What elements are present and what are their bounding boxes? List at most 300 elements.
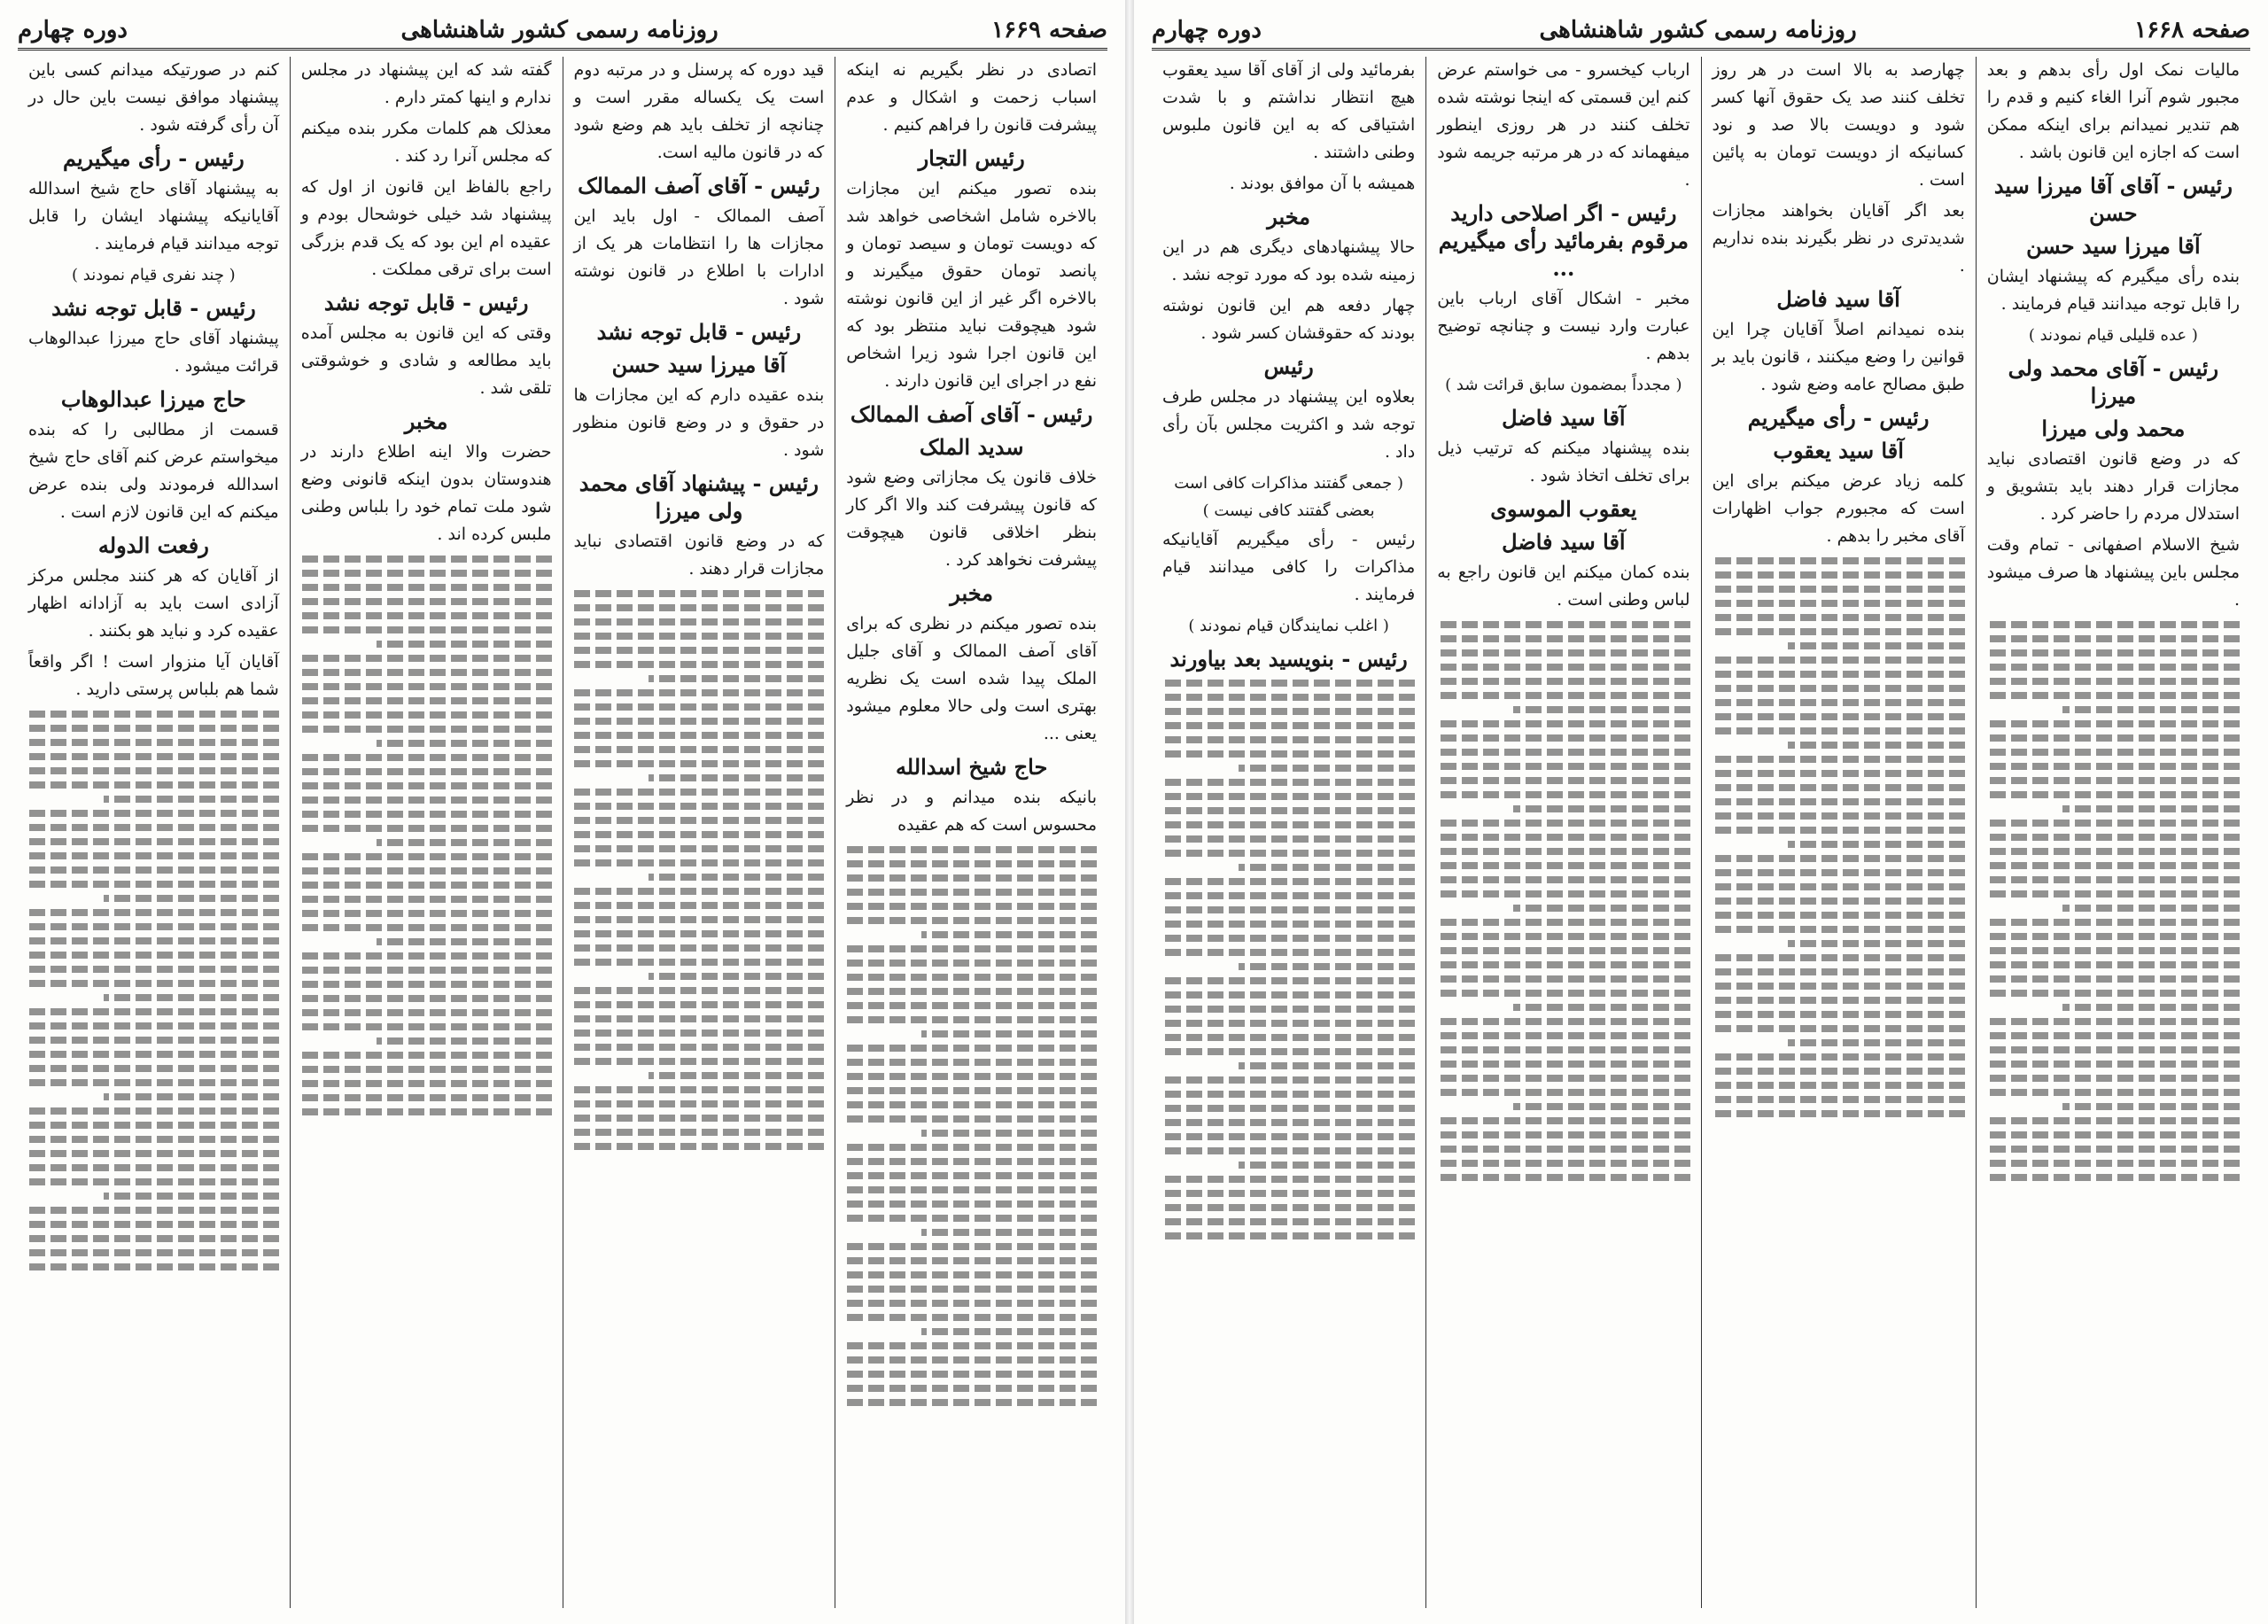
text-line <box>1713 1068 1965 1075</box>
text-line <box>921 931 1097 938</box>
right-page-columns <box>1152 57 2250 1608</box>
text-line <box>1162 821 1415 828</box>
text-lines-texture <box>1162 680 1415 1239</box>
paragraph: قید دوره که پرسنل و در مرتبه دوم است یک یکساله مقرر است و چنانچه از تخلف باید هم وضع شود که در قانون مالیه است. <box>573 60 825 162</box>
speaker-heading: مخبر <box>404 408 448 434</box>
text-line <box>1987 876 2240 883</box>
text-line <box>574 633 825 640</box>
text-line <box>301 924 552 931</box>
text-line <box>1437 749 1689 756</box>
text-line <box>1162 1204 1415 1211</box>
text-line <box>1437 848 1689 855</box>
text-line <box>1713 628 1965 635</box>
text-line <box>301 825 552 832</box>
text-column <box>1701 57 1976 1608</box>
text-line <box>301 1052 552 1059</box>
paragraph: پیشنهاد آقای حاج میرزا عبدالوهاب قرائت میشود . <box>28 329 279 376</box>
text-column <box>1152 57 1425 1608</box>
text-line <box>649 1072 824 1079</box>
text-line <box>301 967 552 974</box>
paragraph: بنده رأی میگیرم که پیشنهاد ایشان را قابل توجه میدانند قیام فرمایند . <box>1986 267 2240 314</box>
text-line <box>1437 834 1689 841</box>
text-line <box>1162 1232 1415 1239</box>
text-line <box>1788 940 1965 947</box>
text-line <box>574 831 825 838</box>
text-line <box>1713 756 1965 763</box>
text-line <box>846 1115 1097 1123</box>
text-line <box>28 1122 279 1129</box>
text-line <box>1987 1046 2240 1053</box>
text-line <box>301 1094 552 1101</box>
text-line <box>1162 949 1415 956</box>
paragraph: خلاف قانون یک مجازاتی وضع شود که قانون پیشرفت کند والا اگر کار بنظر اخلاقی قانون هیچوقت پیشرفت نخواهد کرد . <box>846 468 1097 570</box>
text-line <box>377 839 552 846</box>
text-line <box>1713 897 1965 905</box>
paragraph: گفته شد که این پیشنهاد در مجلس ندارم و اینها کمتر دارم . <box>300 60 552 107</box>
speaker-heading: رئیس - آقای آقا میرزا سید حسن <box>1993 173 2233 226</box>
text-line <box>1987 791 2240 798</box>
speaker-heading: رئیس - بنویسید بعد بیاورند <box>1169 646 1408 672</box>
text-line <box>846 846 1097 853</box>
text-line <box>301 711 552 719</box>
page-number: صفحه ۱۶۶۸ <box>2134 17 2250 43</box>
paragraph: معذلک هم کلمات مکرر بنده میکنم که مجلس آنرا رد کند . <box>300 119 552 166</box>
text-line <box>301 796 552 804</box>
text-line <box>1713 770 1965 777</box>
text-line <box>1987 749 2240 756</box>
text-line <box>574 760 825 767</box>
text-line <box>1437 961 1689 968</box>
text-line <box>28 1207 279 1214</box>
text-line <box>104 796 279 803</box>
text-line <box>301 882 552 889</box>
text-line <box>1162 1048 1415 1055</box>
text-line <box>28 767 279 774</box>
text-line <box>1788 742 1965 749</box>
paragraph: کلمه زیاد عرض میکنم برای این است که مجبورم جواب اظهارات آقای مخبر را بدهم . <box>1712 471 1965 546</box>
text-line <box>1987 1146 2240 1153</box>
text-line <box>846 1201 1097 1208</box>
paragraph: رئیس - رأی میگیریم آقایانیکه مذاکرات را کافی میدانند قیام فرمایند . <box>1162 530 1416 604</box>
text-line <box>846 1073 1097 1080</box>
text-line <box>1987 919 2240 926</box>
paragraph: از آقایان که هر کنند مجلس مرکز آزادی است باید به آزادانه اظهار عقیده کرد و نباید هو بکنند . <box>28 566 279 641</box>
text-line <box>301 995 552 1002</box>
text-line <box>574 1058 825 1065</box>
text-line <box>104 1193 279 1200</box>
text-line <box>846 960 1097 967</box>
newspaper-title: روزنامه رسمی کشور شاهنشاهی <box>400 17 718 43</box>
text-line <box>1713 827 1965 834</box>
right-page <box>1134 0 2268 1624</box>
text-line <box>846 1385 1097 1392</box>
text-line <box>301 853 552 860</box>
text-line <box>301 867 552 874</box>
text-line <box>1437 876 1689 883</box>
text-line <box>846 988 1097 995</box>
text-line <box>2062 1004 2240 1011</box>
paragraph: به پیشنهاد آقای حاج شیخ اسدالله آقایانیکه پیشنهاد ایشان را قابل توجه میدانند قیام فرمایند . <box>28 179 279 253</box>
text-line <box>574 1143 825 1150</box>
text-line <box>28 739 279 746</box>
text-line <box>1437 975 1689 983</box>
text-line <box>377 641 552 648</box>
volume-label: دوره چهارم <box>1152 17 1262 43</box>
text-line <box>921 1130 1097 1137</box>
text-line <box>1162 991 1415 998</box>
text-line <box>1162 1176 1415 1183</box>
text-line <box>1713 1053 1965 1061</box>
text-line <box>1713 954 1965 961</box>
text-line <box>1437 664 1689 671</box>
text-line <box>1987 777 2240 784</box>
text-line <box>846 1314 1097 1321</box>
text-line <box>574 1100 825 1107</box>
paragraph: حضرت والا اینه اطلاع دارند در هندوستان بدون اینکه قانونی وضع شود ملت تمام خود را بلباس وطنی ملبس کرده اند . <box>300 442 552 544</box>
speaker-heading: رئیس - پیشنهاد آقای محمد ولی میرزا <box>579 470 819 524</box>
text-lines-texture <box>846 846 1097 1406</box>
paragraph: بنده عقیده دارم که این مجازات ها در حقوق و در وضع قانون منظور شود . <box>573 385 825 460</box>
text-line <box>1437 1032 1689 1039</box>
text-line <box>574 689 825 696</box>
text-line <box>1713 1025 1965 1032</box>
text-line <box>301 626 552 633</box>
text-line <box>1987 1131 2240 1138</box>
speaker-heading: حاج شیخ اسدالله <box>895 754 1048 780</box>
text-line <box>1987 720 2240 727</box>
text-line <box>574 1115 825 1122</box>
volume-label: دوره چهارم <box>18 17 128 43</box>
text-line <box>1437 678 1689 685</box>
paragraph: بنده کمان میکنم این قانون راجع به لباس وطنی است . <box>1437 563 1690 610</box>
text-line <box>301 598 552 605</box>
text-line <box>846 1101 1097 1108</box>
text-line <box>28 966 279 973</box>
text-line <box>1437 1018 1689 1025</box>
text-line <box>377 740 552 747</box>
text-line <box>1437 1117 1689 1124</box>
text-line <box>1162 736 1415 743</box>
text-line <box>1713 1096 1965 1103</box>
text-line <box>1437 919 1689 926</box>
text-line <box>301 669 552 676</box>
speaker-heading: آقا میرزا سید حسن <box>2026 233 2201 259</box>
text-line <box>301 910 552 917</box>
text-column <box>835 57 1107 1608</box>
text-line <box>301 584 552 591</box>
text-line <box>649 774 824 781</box>
text-line <box>1162 906 1415 913</box>
text-line <box>846 945 1097 952</box>
text-line <box>1713 812 1965 820</box>
text-line <box>1987 763 2240 770</box>
speaker-heading: رئیس <box>1263 354 1314 379</box>
text-line <box>28 1079 279 1086</box>
speaker-heading: رئیس - آقای آصف الممالک <box>850 401 1093 427</box>
text-line <box>1713 983 1965 990</box>
text-line <box>104 994 279 1001</box>
text-line <box>1713 713 1965 720</box>
text-line <box>574 1044 825 1051</box>
text-line <box>1162 1190 1415 1197</box>
text-lines-texture <box>1987 621 2240 1181</box>
procedural-note: ( اغلب نمایندگان قیام نمودند ) <box>1188 617 1389 635</box>
page-gutter <box>1125 0 1134 1624</box>
text-line <box>301 1023 552 1030</box>
text-line <box>301 612 552 619</box>
text-line <box>1162 878 1415 885</box>
paragraph: بنده پیشنهاد میکنم که ترتیب ذیل برای تخلف اتخاذ شود . <box>1437 439 1690 486</box>
text-line <box>846 1215 1097 1222</box>
text-line <box>1162 835 1415 843</box>
text-line <box>28 952 279 959</box>
paragraph: مخبر - اشکال آقای ارباب باین عبارت وارد نیست و چنانچه توضیح بدهم . <box>1437 289 1690 363</box>
text-line <box>1437 820 1689 827</box>
text-line <box>846 903 1097 910</box>
procedural-note: ( چند نفری قیام نمودند ) <box>72 266 236 284</box>
text-line <box>846 1016 1097 1023</box>
text-line <box>1987 1174 2240 1181</box>
speaker-heading: سدید الملک <box>919 434 1024 460</box>
text-line <box>574 789 825 796</box>
text-lines-texture <box>1437 621 1689 1181</box>
speaker-heading: آقا سید فاضل <box>1502 405 1626 431</box>
text-line <box>574 959 825 966</box>
speaker-heading: رئیس - آقای محمد ولی میرزا <box>2008 355 2219 408</box>
text-line <box>28 1164 279 1171</box>
text-line <box>1987 933 2240 940</box>
speaker-heading: حاج میرزا عبدالوهاب <box>60 386 246 412</box>
text-line <box>1513 1004 1690 1011</box>
speaker-heading: رئیس - قابل توجه نشد <box>323 290 529 315</box>
text-line <box>574 902 825 909</box>
text-line <box>2062 1103 2240 1110</box>
text-line <box>1713 883 1965 890</box>
procedural-note: ( جمعی گفتند مذاکرات کافی است بعضی گفتند کافی نیست ) <box>1174 474 1404 520</box>
right-page-header <box>1152 12 2250 51</box>
text-line <box>846 1172 1097 1179</box>
text-line <box>846 1059 1097 1066</box>
paragraph: ارباب کیخسرو - می خواستم عرض کنم این قسمتی که اینجا نوشته شده تخلف کنند در هر روزی اینطور میفهماند که در هر مرتبه جریمه شود . <box>1437 60 1690 190</box>
text-line <box>1987 734 2240 742</box>
text-line <box>1437 763 1689 770</box>
text-line <box>301 1066 552 1073</box>
text-line <box>1513 706 1690 713</box>
text-line <box>301 782 552 789</box>
text-line <box>574 930 825 937</box>
text-line <box>28 1022 279 1030</box>
text-line <box>1987 961 2240 968</box>
text-line <box>28 937 279 944</box>
speaker-heading: رئیس - قابل توجه نشد <box>596 319 802 345</box>
text-line <box>1437 1160 1689 1167</box>
text-line <box>1987 1160 2240 1167</box>
text-line <box>1788 642 1965 649</box>
speaker-heading: مخبر <box>1267 204 1311 229</box>
text-line <box>1162 1133 1415 1140</box>
text-line <box>1713 571 1965 579</box>
text-line <box>921 1328 1097 1335</box>
procedural-note: ( عده قلیلی قیام نمودند ) <box>2028 326 2198 345</box>
speaker-heading: آقا سید فاضل <box>1776 286 1900 312</box>
text-line <box>1437 890 1689 897</box>
text-line <box>1437 791 1689 798</box>
text-line <box>28 824 279 831</box>
text-line <box>301 1108 552 1115</box>
text-line <box>846 1286 1097 1293</box>
text-line <box>1437 777 1689 784</box>
text-line <box>1713 727 1965 734</box>
speaker-heading: یعقوب الموسوی <box>1490 496 1637 522</box>
page-number: صفحه ۱۶۶۹ <box>991 17 1107 43</box>
text-line <box>1987 975 2240 983</box>
text-line <box>1437 990 1689 997</box>
text-line <box>1987 1018 2240 1025</box>
paragraph: آصف الممالک - اول باید این مجازات ها را انتظامات هر یک از ادارات با اطلاع در قانون نوشته شود . <box>573 206 825 308</box>
text-line <box>2062 706 2240 713</box>
paragraph: بنده تصور میکنم در نظری که برای آقای آصف الممالک و آقای جلیل الملک پیدا شده است یک نظریه بهتری است ولی حالا معلوم میشود یعنی ... <box>846 614 1097 743</box>
text-line <box>1713 1110 1965 1117</box>
text-line <box>1162 1105 1415 1112</box>
speaker-heading: آقا سید فاضل <box>1502 529 1626 555</box>
text-line <box>574 944 825 952</box>
text-line <box>574 1086 825 1093</box>
text-line <box>1162 850 1415 857</box>
text-line <box>1713 600 1965 607</box>
text-line <box>1162 935 1415 942</box>
text-line <box>921 1030 1097 1037</box>
text-line <box>1713 855 1965 862</box>
text-line <box>921 1229 1097 1236</box>
text-line <box>574 732 825 739</box>
text-line <box>574 1015 825 1022</box>
text-line <box>574 1129 825 1136</box>
text-line <box>1162 1119 1415 1126</box>
text-line <box>301 896 552 903</box>
left-page-columns <box>18 57 1107 1608</box>
text-line <box>574 647 825 654</box>
paragraph: بانیکه بنده میدانم و در نظر محسوس است که هم عقیده <box>846 788 1097 835</box>
text-line <box>28 1136 279 1143</box>
text-line <box>1239 963 1416 970</box>
text-line <box>846 1158 1097 1165</box>
paragraph: مالیات نمک اول رأی بدهم و بعد مجبور شوم آنرا الغاء کنیم و قدم را هم تندیر نمیدانم برای اینکه ممکن است که اجازه این قانون باشد . <box>1986 60 2240 162</box>
text-line <box>574 661 825 668</box>
text-line <box>846 860 1097 867</box>
speaker-heading: محمد ولی میرزا <box>2041 416 2186 441</box>
text-line <box>1713 869 1965 876</box>
paragraph: بعد اگر آقایان بخواهند مجازات شدیدتری در نظر بگیرند بنده نداریم . <box>1712 201 1965 276</box>
speaker-heading: آقا میرزا سید حسن <box>611 352 787 377</box>
speaker-heading: رئیس - قابل توجه نشد <box>51 295 256 321</box>
text-line <box>1162 694 1415 701</box>
text-line <box>574 845 825 852</box>
text-line <box>1713 614 1965 621</box>
text-line <box>649 874 824 881</box>
text-line <box>846 1356 1097 1364</box>
text-line <box>574 859 825 866</box>
text-line <box>1987 1032 2240 1039</box>
text-line <box>649 973 824 980</box>
text-line <box>574 916 825 923</box>
text-line <box>28 781 279 789</box>
text-line <box>846 1243 1097 1250</box>
text-line <box>301 697 552 704</box>
text-line <box>28 980 279 987</box>
speaker-heading: رئیس - آقای آصف الممالک <box>578 173 820 198</box>
text-line <box>301 1009 552 1016</box>
text-line <box>574 718 825 725</box>
text-line <box>1437 621 1689 628</box>
text-line <box>1162 892 1415 899</box>
text-line <box>574 703 825 711</box>
text-line <box>1513 905 1690 912</box>
text-line <box>1987 820 2240 827</box>
text-line <box>28 1235 279 1242</box>
text-line <box>1987 834 2240 841</box>
text-line <box>1713 586 1965 593</box>
text-line <box>104 895 279 902</box>
text-line <box>1713 685 1965 692</box>
text-line <box>1162 1034 1415 1041</box>
text-line <box>649 675 824 682</box>
text-line <box>301 981 552 988</box>
text-line <box>28 1065 279 1072</box>
text-line <box>846 889 1097 896</box>
speaker-heading: مخبر <box>950 580 994 606</box>
text-line <box>1437 1131 1689 1138</box>
text-line <box>846 874 1097 882</box>
text-line <box>28 810 279 817</box>
text-line <box>1713 798 1965 805</box>
text-line <box>1987 692 2240 699</box>
text-line <box>1162 1020 1415 1027</box>
text-line <box>846 1087 1097 1094</box>
text-line <box>574 604 825 611</box>
text-line <box>1437 1075 1689 1082</box>
text-line <box>1713 968 1965 975</box>
text-line <box>574 618 825 626</box>
text-line <box>1239 864 1416 871</box>
text-line <box>846 1342 1097 1349</box>
text-line <box>574 888 825 895</box>
procedural-note: ( مجدداً بمضمون سابق قرائت شد ) <box>1445 376 1682 394</box>
text-line <box>2062 805 2240 812</box>
text-line <box>1713 1082 1965 1089</box>
text-line <box>846 1002 1097 1009</box>
text-line <box>28 838 279 845</box>
text-line <box>846 1300 1097 1307</box>
text-line <box>1987 848 2240 855</box>
paragraph: بفرمائید ولی از آقای آقا سید یعقوب هیچ انتظار نداشتم و با شدت اشتیاقی که به این قانون ملبوس وطنی داشتند . <box>1162 60 1416 162</box>
text-line <box>1987 621 2240 628</box>
text-line <box>1713 784 1965 791</box>
text-line <box>28 1249 279 1256</box>
text-line <box>28 1107 279 1115</box>
text-column <box>1425 57 1700 1608</box>
text-line <box>1987 649 2240 657</box>
speaker-heading: آقا سید یعقوب <box>1773 438 1904 463</box>
text-line <box>846 1271 1097 1278</box>
text-line <box>846 1371 1097 1378</box>
text-line <box>1162 1147 1415 1154</box>
text-line <box>301 556 552 563</box>
text-line <box>1437 649 1689 657</box>
text-line <box>1162 807 1415 814</box>
text-line <box>1987 947 2240 954</box>
text-line <box>846 917 1097 924</box>
text-line <box>1713 657 1965 664</box>
